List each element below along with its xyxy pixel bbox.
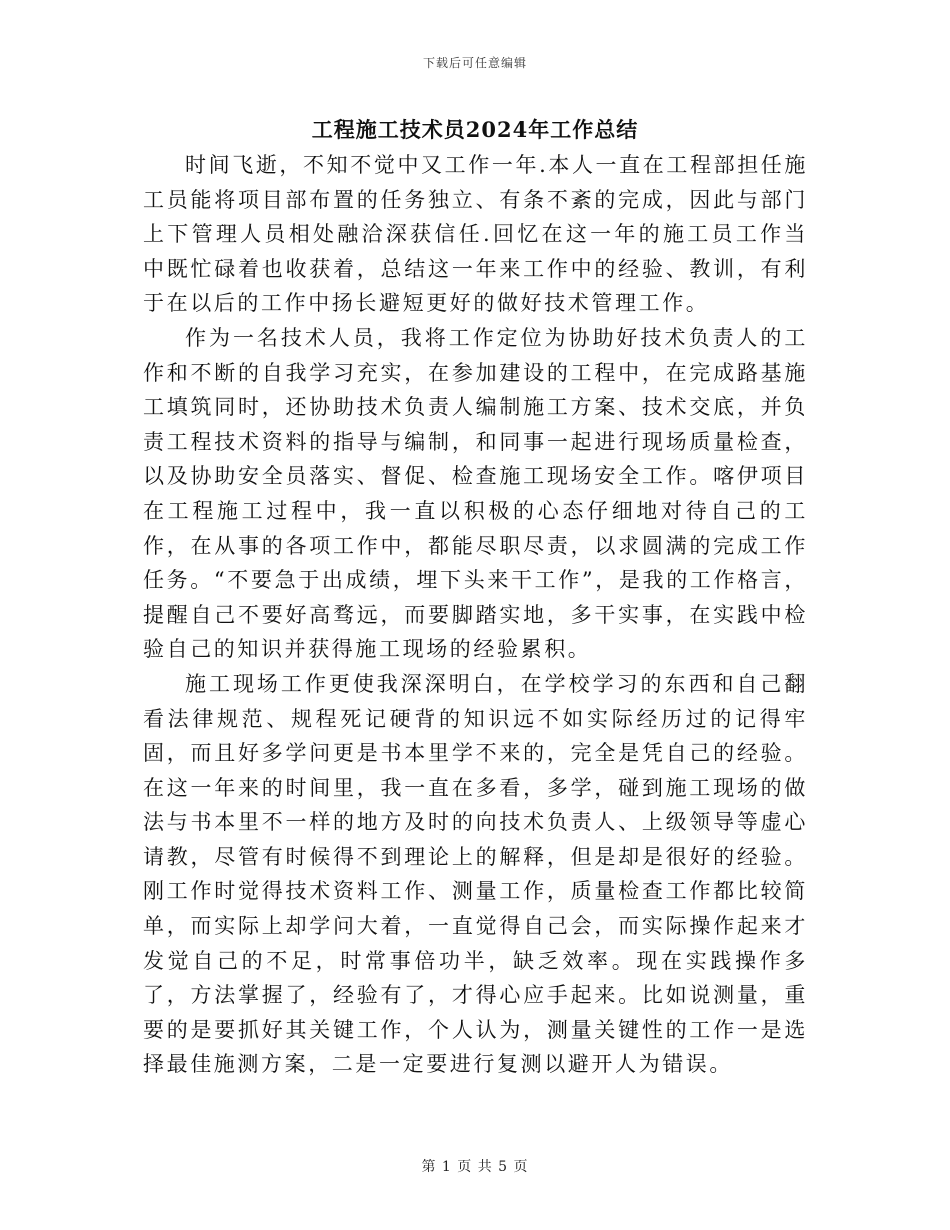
paragraph-1: 时间飞逝，不知不觉中又工作一年.本人一直在工程部担任施工员能将项目部布置的任务独立、有条不紊的完成，因此与部门上下管理人员相处融洽深获信任.回忆在这一年的施工员工作当中既忙碌着也收获着，总结这一年来工作中的经验、教训，有利于在以后的工作中扬长避短更好的做好技术管理工作。 [143, 153, 808, 316]
paragraph-3: 施工现场工作更使我深深明白，在学校学习的东西和自己翻看法律规范、规程死记硬背的知识远不如实际经历过的记得牢固，而且好多学问更是书本里学不来的，完全是凭自己的经验。在这一年来的时间里，我一直在多看，多学，碰到施工现场的做法与书本里不一样的地方及时的向技术负责人、上级领导等虚心请教，尽管有时候得不到理论上的解释，但是却是很好的经验。刚工作时觉得技术资料工作、测量工作，质量检查工作都比较简单，而实际上却学问大着，一直觉得自己会，而实际操作起来才发觉自己的不足，时常事倍功半，缺乏效率。现在实践操作多了，方法掌握了，经验有了，才得心应手起来。比如说测量，重要的是要抓好其关键工作，个人认为，测量关键性的工作一是选择最佳施测方案，二是一定要进行复测以避开人为错误。 [143, 671, 808, 1077]
page-number-footer: 第 1 页 共 5 页 [421, 1159, 529, 1175]
document-body [143, 148, 808, 1082]
document-title: 工程施工技术员2024年工作总结 [311, 117, 639, 142]
header-note: 下载后可任意编辑 [422, 56, 527, 70]
paragraph-2: 作为一名技术人员，我将工作定位为协助好技术负责人的工作和不断的自我学习充实，在参加建设的工程中，在完成路基施工填筑同时，还协助技术负责人编制施工方案、技术交底，并负责工程技术资料的指导与编制，和同事一起进行现场质量检查，以及协助安全员落实、督促、检查施工现场安全工作。喀伊项目在工程施工过程中，我一直以积极的心态仔细地对待自己的工作，在从事的各项工作中，都能尽职尽责，以求圆满的完成工作任务。“不要急于出成绩，埋下头来干工作”，是我的工作格言，提醒自己不要好高骛远，而要脚踏实地，多干实事，在实践中检验自己的知识并获得施工现场的经验累积。 [143, 325, 808, 662]
